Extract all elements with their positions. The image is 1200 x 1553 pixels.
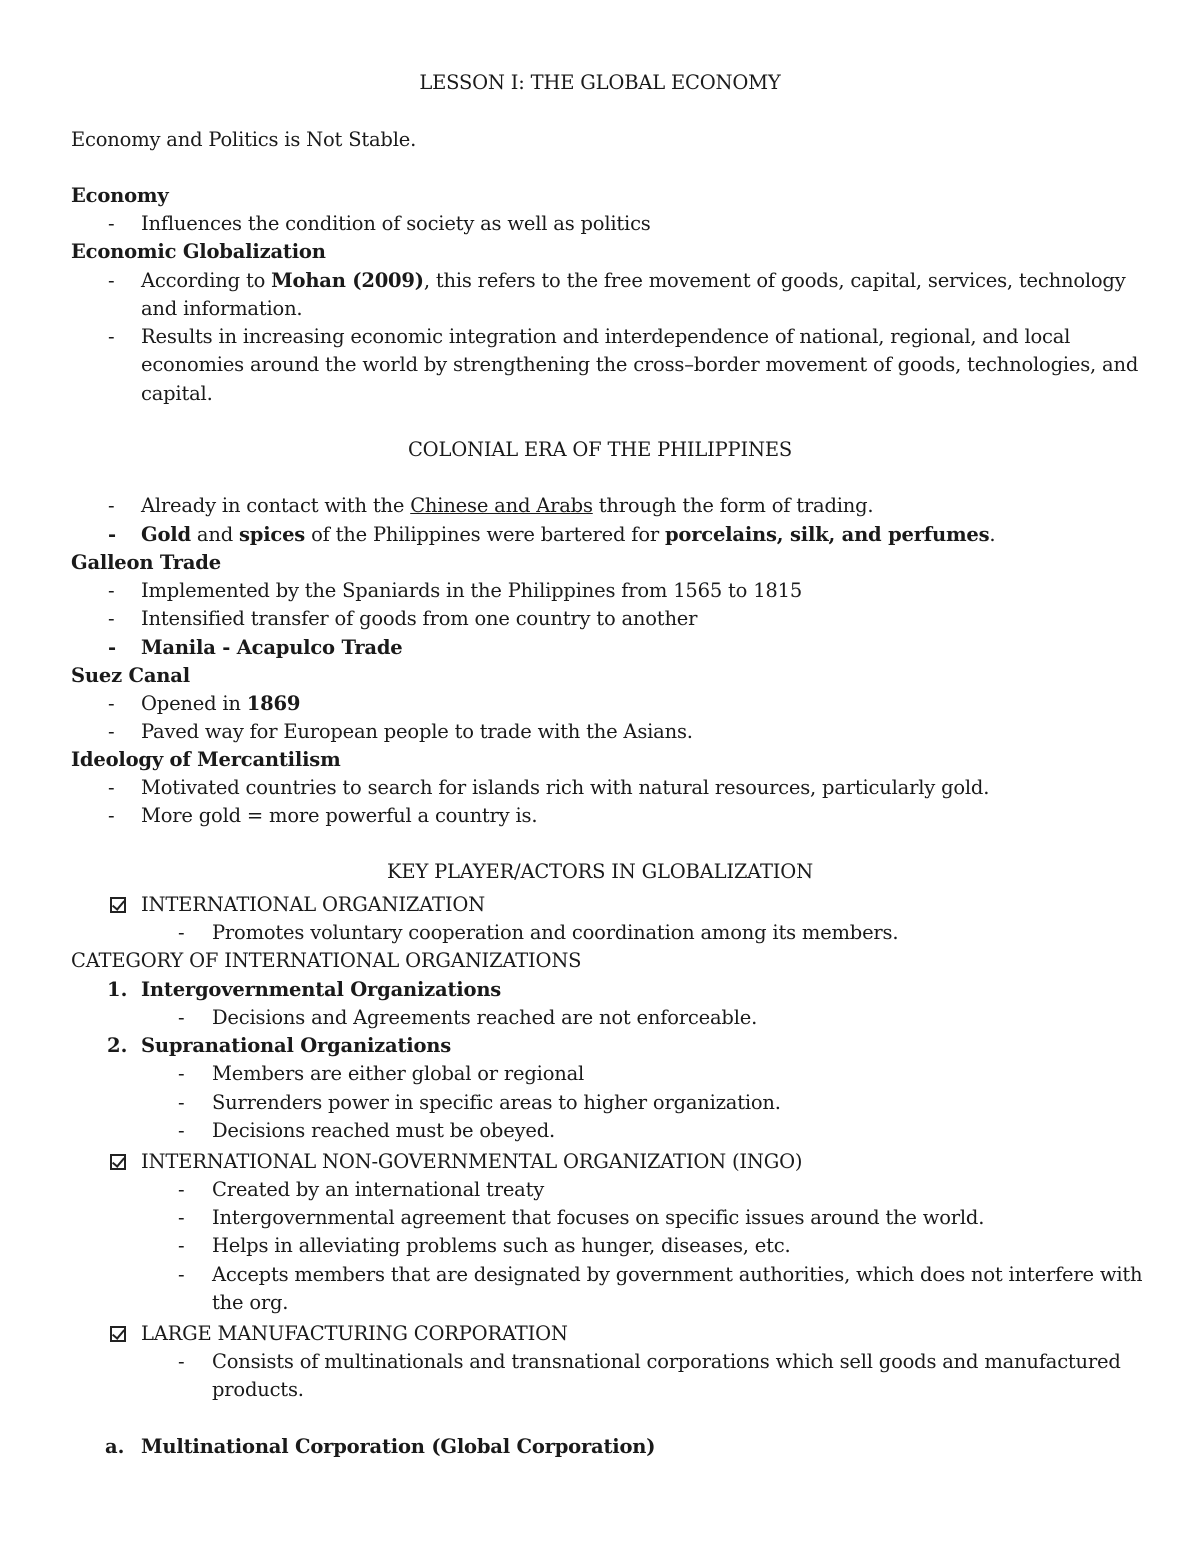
section-title-key-players: KEY PLAYER/ACTORS IN GLOBALIZATION [387,860,813,883]
list-item: More gold = more powerful a country is. [141,804,538,827]
list-item-continuation: capital. [141,382,213,405]
bullet-dash: - [108,269,115,292]
bullet-dash: - [178,1062,185,1085]
list-item: Intensified transfer of goods from one country to another [141,607,698,630]
bullet-dash: - [178,1206,185,1229]
checkbox-checked-icon [110,1154,126,1170]
list-item-continuation: economies around the world by strengthening the cross–border movement of goods, technologies, and [141,353,1139,376]
list-item: Manila - Acapulco Trade [141,636,403,659]
bullet-dash: - [108,325,115,348]
bullet-dash: - [178,1091,185,1114]
list-item: Results in increasing economic integration and interdependence of national, regional, and local [141,325,1071,348]
list-item: According to Mohan (2009), this refers to the free movement of goods, capital, services, technology [141,269,1126,292]
list-item: Paved way for European people to trade with the Asians. [141,720,693,743]
list-item: Gold and spices of the Philippines were bartered for porcelains, silk, and perfumes. [141,523,996,546]
list-item: Implemented by the Spaniards in the Philippines from 1565 to 1815 [141,579,803,602]
bullet-dash: - [108,523,117,546]
list-item-continuation: and information. [141,297,303,320]
lettered-item-heading: Multinational Corporation (Global Corporation) [141,1435,656,1458]
list-item: Motivated countries to search for islands rich with natural resources, particularly gold. [141,776,990,799]
section-heading-mercantilism: Ideology of Mercantilism [71,748,341,771]
numbered-item-heading: Intergovernmental Organizations [141,978,502,1001]
list-item: Decisions and Agreements reached are not enforceable. [212,1006,758,1029]
list-letter: a. [105,1435,125,1458]
bullet-dash: - [108,720,115,743]
list-item: Surrenders power in specific areas to higher organization. [212,1091,781,1114]
list-item: Accepts members that are designated by government authorities, which does not interfere with [212,1263,1143,1286]
bullet-dash: - [108,579,115,602]
list-number: 1. [107,978,128,1001]
list-item: Influences the condition of society as well as politics [141,212,651,235]
category-heading: CATEGORY OF INTERNATIONAL ORGANIZATIONS [71,949,582,972]
bullet-dash: - [178,1234,185,1257]
list-item: Opened in 1869 [141,692,301,715]
list-item: Promotes voluntary cooperation and coordination among its members. [212,921,899,944]
bullet-dash: - [108,212,115,235]
section-heading-suez-canal: Suez Canal [71,664,190,687]
list-item-continuation: products. [212,1378,304,1401]
bullet-dash: - [108,692,115,715]
checkbox-checked-icon [110,1326,126,1342]
bullet-dash: - [178,921,185,944]
list-item-continuation: the org. [212,1291,289,1314]
bullet-dash: - [178,1350,185,1373]
list-item: Members are either global or regional [212,1062,585,1085]
list-item: Decisions reached must be obeyed. [212,1119,555,1142]
bullet-dash: - [108,776,115,799]
section-heading-economy: Economy [71,184,169,207]
bullet-dash: - [108,804,115,827]
bullet-dash: - [108,636,117,659]
bullet-dash: - [108,607,115,630]
bullet-dash: - [108,494,115,517]
list-item: Helps in alleviating problems such as hunger, diseases, etc. [212,1234,791,1257]
list-item: Created by an international treaty [212,1178,545,1201]
subsection-heading-international-organization: INTERNATIONAL ORGANIZATION [141,893,485,916]
list-item: Consists of multinationals and transnational corporations which sell goods and manufactured [212,1350,1121,1373]
bullet-dash: - [178,1119,185,1142]
section-heading-galleon-trade: Galleon Trade [71,551,221,574]
intro-text: Economy and Politics is Not Stable. [71,128,417,151]
numbered-item-heading: Supranational Organizations [141,1034,452,1057]
list-item: Already in contact with the Chinese and Arabs through the form of trading. [141,494,874,517]
page-title: LESSON I: THE GLOBAL ECONOMY [419,71,781,94]
section-title-colonial-era: COLONIAL ERA OF THE PHILIPPINES [407,438,793,461]
section-heading-economic-globalization: Economic Globalization [71,240,326,263]
subsection-heading-ingo: INTERNATIONAL NON-GOVERNMENTAL ORGANIZATION (INGO) [141,1150,803,1173]
bullet-dash: - [178,1178,185,1201]
bullet-dash: - [178,1263,185,1286]
subsection-heading-large-manufacturing: LARGE MANUFACTURING CORPORATION [141,1322,568,1345]
checkbox-checked-icon [110,897,126,913]
bullet-dash: - [178,1006,185,1029]
list-item: Intergovernmental agreement that focuses on specific issues around the world. [212,1206,985,1229]
list-number: 2. [107,1034,128,1057]
